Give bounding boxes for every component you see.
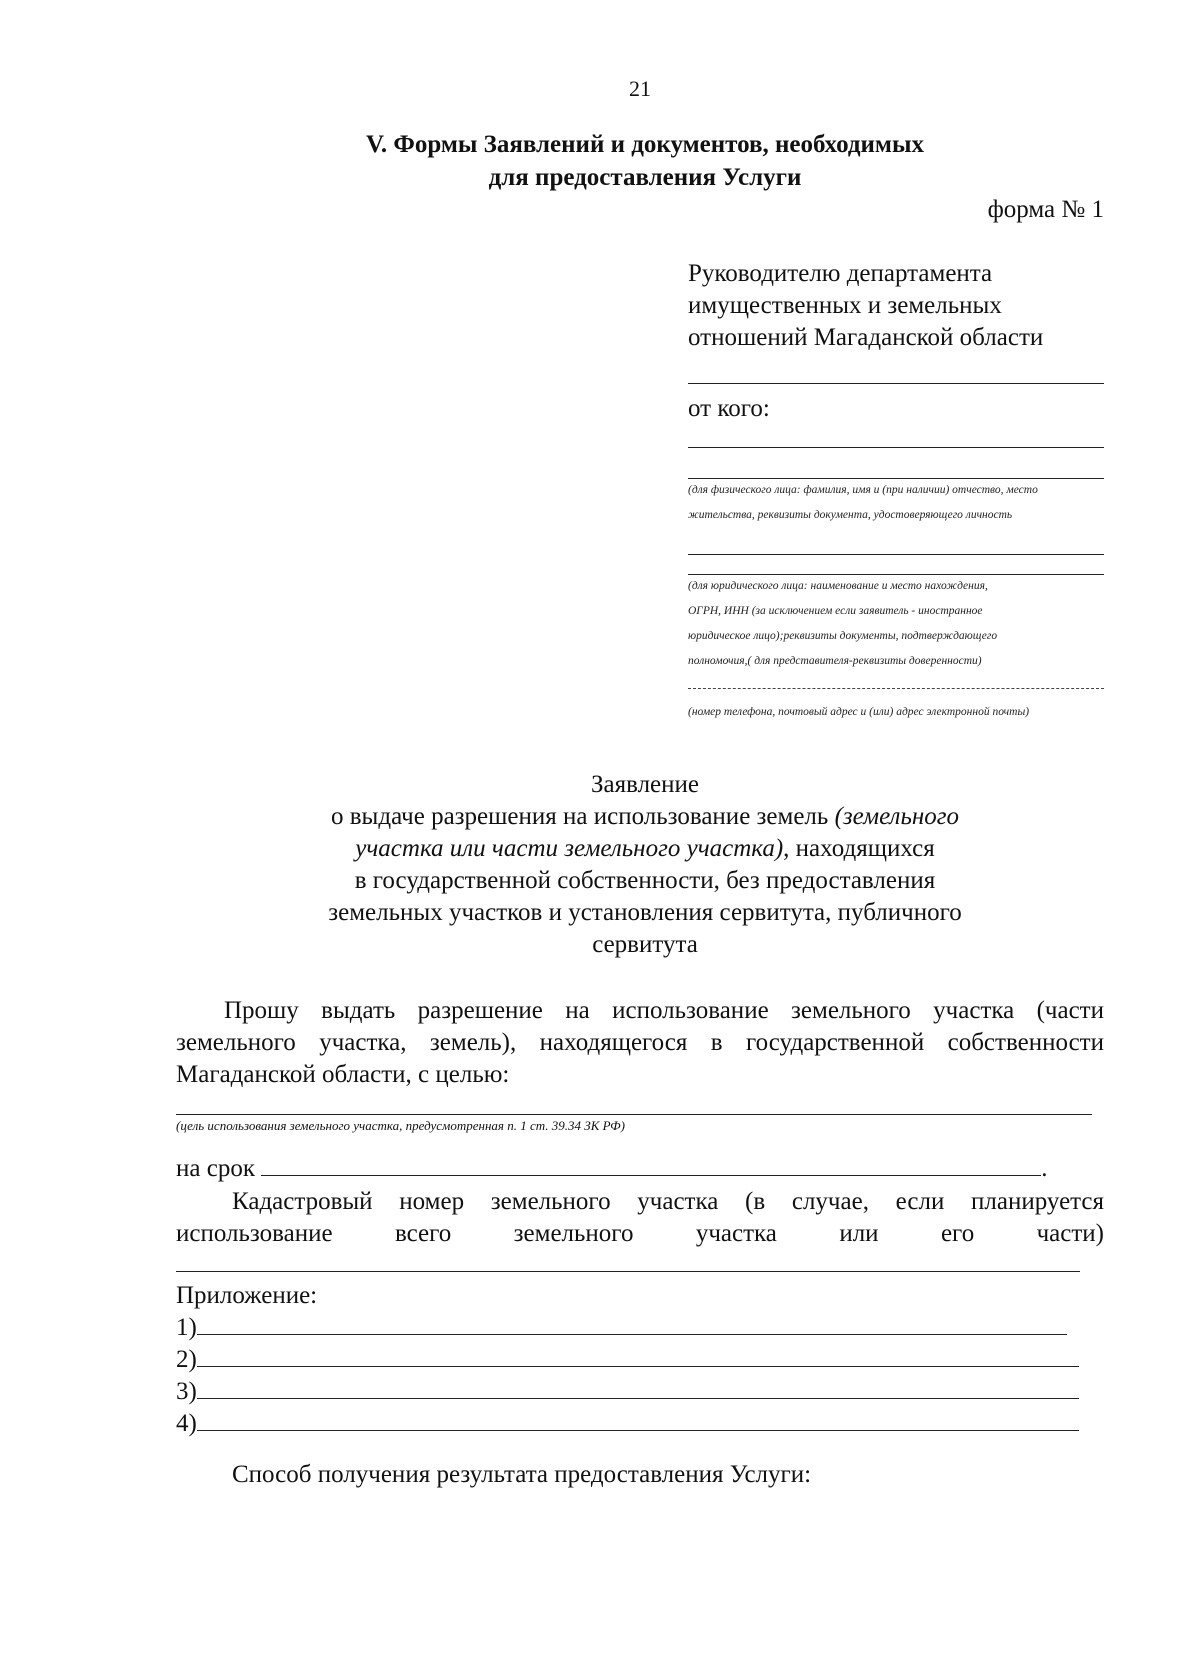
attachment-number-1: 1) [176,1314,197,1341]
statement-title-block [250,769,1040,961]
attachment-row-2 [176,1344,1079,1376]
contacts-field[interactable] [688,688,1104,689]
legal-entity-hint [688,574,1118,674]
attachment-row-4 [176,1408,1079,1440]
attachment-number-2: 2) [176,1346,197,1373]
request-line2: земельного участка, земель), находящегося в государственной собственности [176,1029,1104,1056]
attachment-field-3[interactable] [197,1378,1079,1399]
statement-line4: в государственной собственности, без предоставления [354,867,936,894]
recipient-block [688,258,1118,354]
individual-hint-line1: (для физического лица: фамилия, имя и (при наличии) отчество, место [688,484,1038,496]
statement-line2-a: о выдаче разрешения на использование земель [331,803,835,830]
attachment-number-3: 3) [176,1378,197,1405]
term-row [176,1153,1047,1185]
legal-entity-hint-line3: юридическое лицо);реквизиты документы, подтверждающего [688,630,998,642]
statement-line3-a: участка или части земельного участка) [355,835,784,862]
result-method-label: Способ получения результата предоставления Услуги: [232,1461,812,1488]
recipient-name-field[interactable] [688,383,1104,384]
recipient-line3: отношений Магаданской области [688,324,1044,351]
statement-line2 [250,801,1040,833]
individual-hint [688,478,1118,528]
request-paragraph [176,995,1104,1091]
statement-line2-b: (земельного [834,803,959,830]
cadastral-line2: использование всего земельного участка или его части) [176,1220,1104,1247]
cadastral-line1: Кадастровый номер земельного участка (в случае, если планируется [232,1188,1104,1215]
statement-line6: сервитута [592,931,698,958]
attachment-row-3 [176,1376,1079,1408]
statement-line5: земельных участков и установления сервитута, публичного [328,899,962,926]
legal-entity-hint-line2: ОГРН, ИНН (за исключением если заявитель - иностранное [688,605,983,617]
purpose-hint: (цель использования земельного участка, предусмотренная п. 1 ст. 39.34 ЗК РФ) [176,1118,625,1133]
request-line3: Магаданской области, с целью: [176,1061,510,1088]
statement-title: Заявление [590,771,700,798]
page-number: 21 [629,76,651,101]
form-number: форма № 1 [987,196,1104,223]
legal-entity-field-1[interactable] [688,554,1104,555]
cadastral-paragraph [176,1186,1104,1250]
attachment-number-4: 4) [176,1410,197,1437]
purpose-field[interactable] [176,1114,1092,1115]
applicant-field-1[interactable] [688,447,1104,448]
individual-hint-line2: жительства, реквизиты документа, удостоверяющего личность [688,509,1013,521]
statement-line3 [250,833,1040,865]
section-heading-line1: V. Формы Заявлений и документов, необходимых [366,131,924,158]
contacts-hint: (номер телефона, почтовый адрес и (или) адрес электронной почты) [688,706,1030,718]
attachment-field-4[interactable] [197,1410,1079,1431]
attachment-field-1[interactable] [197,1314,1067,1335]
legal-entity-hint-line1: (для юридического лица: наименование и место нахождения, [688,580,988,592]
attachment-row-1 [176,1312,1067,1344]
recipient-line1: Руководителю департамента [688,260,993,287]
legal-entity-hint-line4: полномочия,( для представителя-реквизиты доверенности) [688,655,982,667]
term-label: на срок [176,1155,255,1182]
statement-line3-b: , находящихся [783,835,935,862]
cadastral-field[interactable] [176,1271,1080,1272]
attachments-label: Приложение: [176,1282,318,1309]
term-end: . [1041,1155,1048,1182]
section-heading [250,128,1040,194]
section-heading-line2: для предоставления Услуги [488,164,802,191]
from-label: от кого: [688,395,770,422]
request-line1: Прошу выдать разрешение на использование земельного участка (части [224,997,1104,1024]
term-field[interactable] [261,1155,1041,1176]
attachment-field-2[interactable] [197,1346,1079,1367]
recipient-line2: имущественных и земельных [688,292,1002,319]
